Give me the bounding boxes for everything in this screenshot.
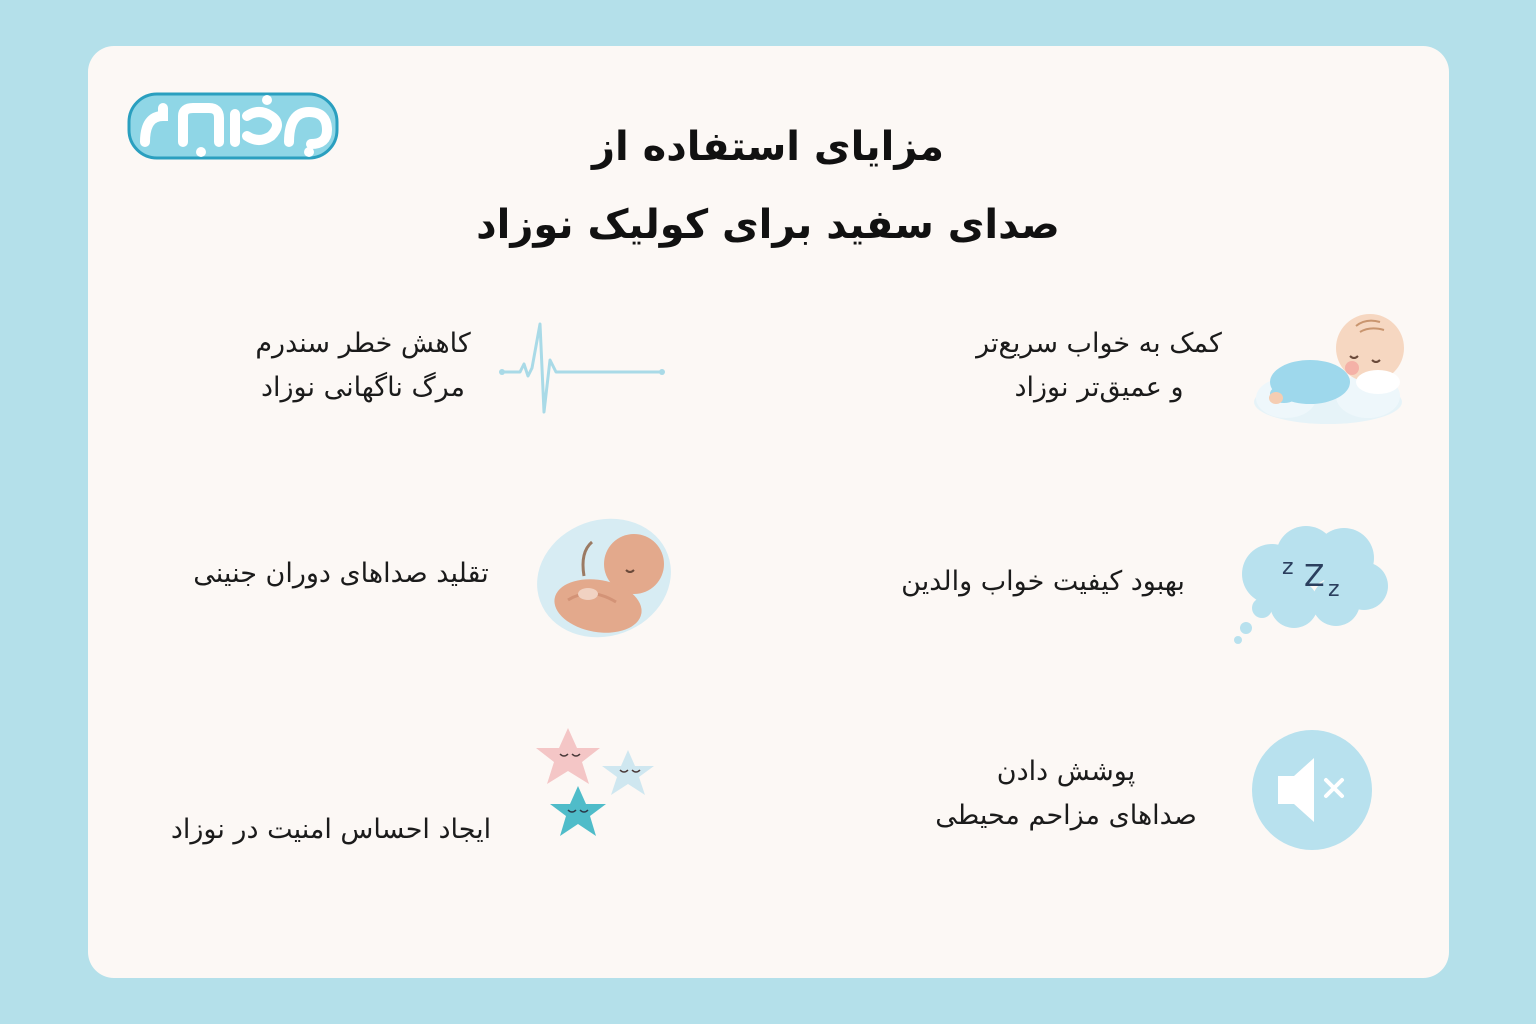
benefit-sleep-line-1: کمک به خواب سریع‌تر bbox=[976, 328, 1222, 359]
benefit-sids-line-1: کاهش خطر سندرم bbox=[255, 328, 471, 359]
sleeping-stars-icon bbox=[532, 724, 660, 854]
benefit-sleep-line-2: و عمیق‌تر نوزاد bbox=[1014, 372, 1184, 403]
heartbeat-icon bbox=[496, 320, 666, 420]
benefit-womb-line-1: تقلید صداهای دوران جنینی bbox=[193, 558, 489, 589]
fetus-icon bbox=[530, 512, 678, 642]
benefit-security-text bbox=[146, 808, 516, 852]
benefit-parents-text bbox=[870, 560, 1216, 604]
sleeping-baby-icon bbox=[1248, 298, 1404, 428]
benefit-sids-line-2: مرگ ناگهانی نوزاد bbox=[260, 372, 465, 403]
benefit-security-line-1: ایجاد احساس امنیت در نوزاد bbox=[170, 814, 492, 845]
benefit-parents-line-1: بهبود کیفیت خواب والدین bbox=[901, 566, 1185, 597]
svg-text:z: z bbox=[1328, 577, 1340, 602]
benefit-mask-text bbox=[910, 750, 1222, 838]
page-title bbox=[300, 108, 1236, 264]
benefit-mask-line-2: صداهای مزاحم محیطی bbox=[935, 800, 1197, 831]
benefit-womb-text bbox=[166, 552, 516, 596]
zzz-cloud-icon bbox=[1232, 518, 1392, 646]
title-line-1: مزایای استفاده از bbox=[592, 124, 944, 170]
benefit-sleep-text bbox=[960, 322, 1238, 410]
title-line-2: صدای سفید برای کولیک نوزاد bbox=[476, 202, 1060, 248]
svg-text:z: z bbox=[1282, 555, 1294, 580]
benefit-mask-line-1: پوشش دادن bbox=[996, 756, 1136, 787]
mute-speaker-icon bbox=[1250, 728, 1374, 852]
benefit-sids-text bbox=[240, 322, 486, 410]
svg-text:Z: Z bbox=[1304, 559, 1325, 594]
